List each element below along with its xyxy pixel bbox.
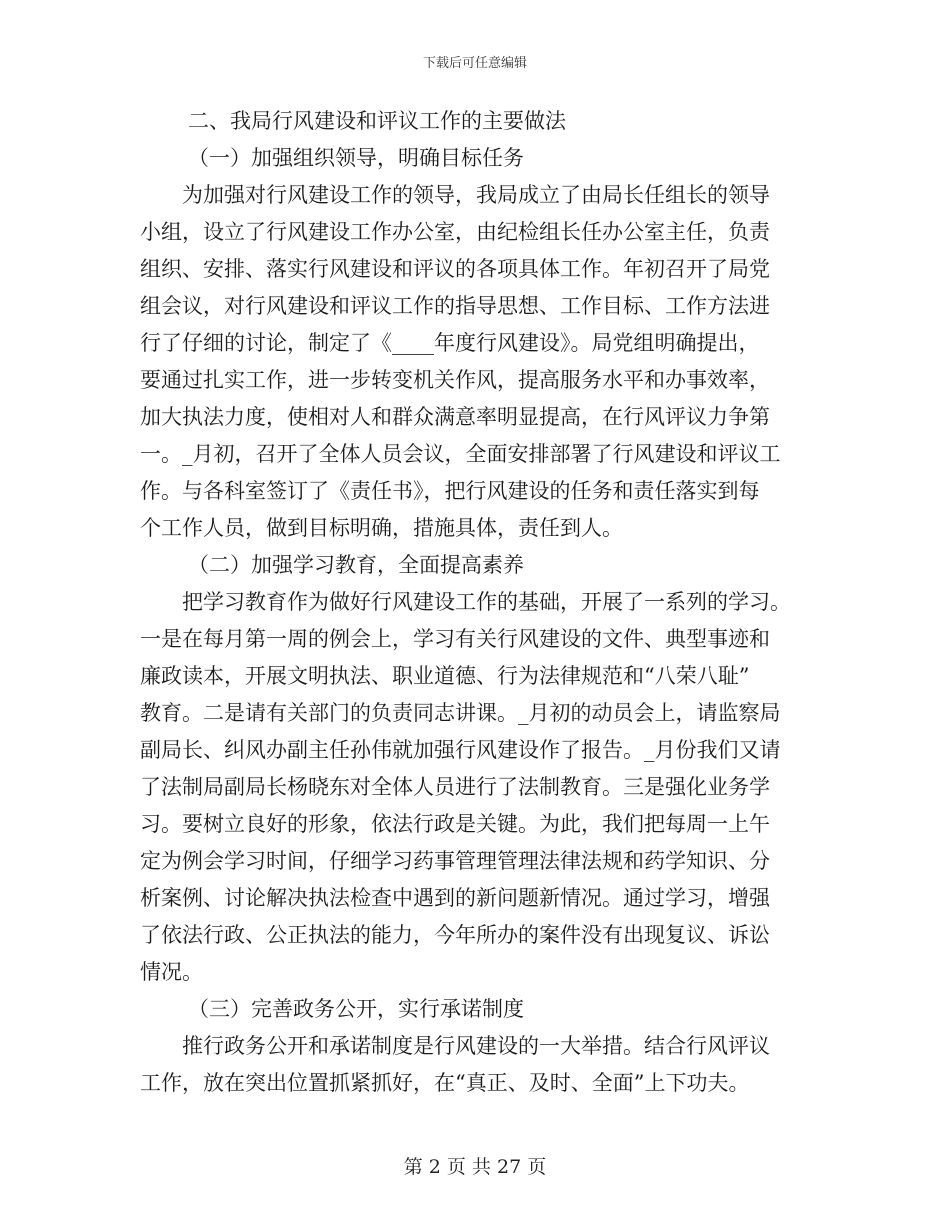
page-number: 第 2 页 共 27 页 [403,1156,547,1178]
paragraph-line: 一是在每月第一周的例会上，学习有关行风建设的文件、典型事迹和 [140,627,770,651]
paragraph-line: 一。_月初，召开了全体人员会议，全面安排部署了行风建设和评议工 [140,442,781,466]
header-note: 下载后可任意编辑 [422,56,527,71]
paragraph-line: 组织、安排、落实行风建设和评议的各项具体工作。年初召开了局党 [140,257,770,281]
paragraph-line: 加大执法力度，使相对人和群众满意率明显提高，在行风评议力争第 [140,405,770,429]
paragraph-line: 工作，放在突出位置抓紧抓好，在“真正、及时、全面”上下功夫。 [140,1071,750,1095]
paragraph-line: 把学习教育作为做好行风建设工作的基础，开展了一系列的学习。 [182,590,791,614]
paragraph-line: 组会议，对行风建设和评议工作的指导思想、工作目标、工作方法进 [140,294,770,318]
section-heading: 二、我局行风建设和评议工作的主要做法 [188,109,566,133]
subsection-heading: （二）加强学习教育，全面提高素养 [188,553,524,577]
paragraph-line: 定为例会学习时间，仔细学习药事管理管理法律法规和药学知识、分 [140,849,770,873]
subsection-heading: （三）完善政务公开，实行承诺制度 [188,997,524,1021]
paragraph-line: 了依法行政、公正执法的能力，今年所办的案件没有出现复议、诉讼 [140,923,770,947]
paragraph-line: 为加强对行风建设工作的领导，我局成立了由局长任组长的领导 [182,183,770,207]
paragraph-line: 习。要树立良好的形象，依法行政是关键。为此，我们把每周一上午 [140,812,770,836]
paragraph-line: 行了仔细的讨论，制定了《____年度行风建设》。局党组明确提出， [140,331,760,355]
paragraph-line: 作。与各科室签订了《责任书》，把行风建设的任务和责任落实到每 [140,479,760,503]
paragraph-line: 个工作人员，做到目标明确，措施具体，责任到人。 [140,516,623,540]
subsection-heading: （一）加强组织领导，明确目标任务 [188,146,524,170]
paragraph-line: 小组，设立了行风建设工作办公室，由纪检组长任办公室主任，负责 [140,220,770,244]
paragraph-line: 析案例、讨论解决执法检查中遇到的新问题新情况。通过学习，增强 [140,886,770,910]
document-body [140,103,810,1102]
paragraph-line: 教育。二是请有关部门的负责同志讲课。_月初的动员会上，请监察局 [140,701,781,725]
paragraph-line: 廉政读本，开展文明执法、职业道德、行为法律规范和“八荣八耻” [140,664,750,688]
paragraph-line: 情况。 [140,960,203,984]
paragraph-line: 推行政务公开和承诺制度是行风建设的一大举措。结合行风评议 [182,1034,770,1058]
paragraph-line: 副局长、纠风办副主任孙伟就加强行风建设作了报告。_月份我们又请 [140,738,781,762]
paragraph-line: 了法制局副局长杨晓东对全体人员进行了法制教育。三是强化业务学 [140,775,770,799]
paragraph-line: 要通过扎实工作，进一步转变机关作风，提高服务水平和办事效率， [140,368,770,392]
